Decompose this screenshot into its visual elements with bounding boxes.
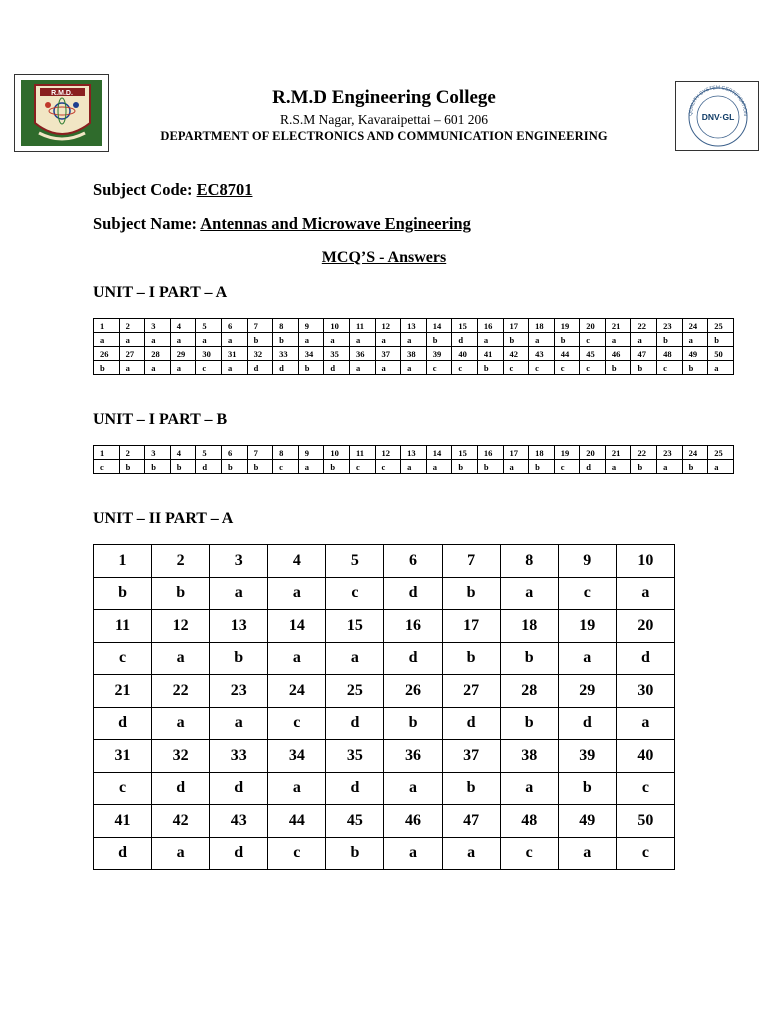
answer-cell: d [452, 333, 478, 347]
answer-cell: a [349, 361, 375, 375]
question-number-cell: 20 [616, 610, 674, 643]
subject-name-label: Subject Name: [93, 214, 198, 233]
answer-cell: a [145, 361, 171, 375]
answer-cell: b [682, 460, 708, 474]
question-number-cell: 8 [273, 319, 299, 333]
answer-cell: b [221, 460, 247, 474]
question-number-cell: 23 [657, 446, 683, 460]
question-number-cell: 21 [94, 675, 152, 708]
answer-cell: c [580, 333, 606, 347]
question-number-row [94, 446, 734, 460]
question-number-cell: 38 [500, 740, 558, 773]
question-number-cell: 27 [442, 675, 500, 708]
answer-cell: b [503, 333, 529, 347]
college-address: R.S.M Nagar, Kavaraipettai – 601 206 [280, 112, 488, 127]
answer-cell: d [580, 460, 606, 474]
question-number-cell: 2 [152, 545, 210, 578]
question-number-cell: 17 [503, 319, 529, 333]
question-number-cell: 13 [210, 610, 268, 643]
answer-cell: a [401, 460, 427, 474]
answer-cell: c [326, 577, 384, 610]
answer-cell: d [384, 577, 442, 610]
answer-cell: a [221, 333, 247, 347]
question-number-cell: 5 [326, 545, 384, 578]
question-number-cell: 43 [210, 805, 268, 838]
question-number-cell: 38 [401, 347, 427, 361]
question-number-cell: 24 [268, 675, 326, 708]
question-number-cell: 29 [558, 675, 616, 708]
question-number-cell: 3 [210, 545, 268, 578]
question-number-cell: 8 [273, 446, 299, 460]
answer-cell: a [605, 333, 631, 347]
answer-cell: a [616, 577, 674, 610]
question-number-cell: 18 [500, 610, 558, 643]
question-number-cell: 15 [452, 446, 478, 460]
question-number-cell: 28 [500, 675, 558, 708]
answer-cell: d [326, 707, 384, 740]
question-number-cell: 17 [503, 446, 529, 460]
answer-cell: a [503, 460, 529, 474]
question-number-cell: 42 [503, 347, 529, 361]
answer-cell: b [145, 460, 171, 474]
answer-cell: a [500, 772, 558, 805]
answer-cell: a [119, 333, 145, 347]
question-number-cell: 20 [580, 446, 606, 460]
answer-cell: d [442, 707, 500, 740]
question-number-cell: 40 [616, 740, 674, 773]
answer-cell: b [210, 642, 268, 675]
question-number-cell: 3 [145, 446, 171, 460]
question-number-cell: 3 [145, 319, 171, 333]
answer-cell: a [500, 577, 558, 610]
answer-cell: b [326, 837, 384, 870]
question-number-cell: 2 [119, 319, 145, 333]
answer-table-unit1-part-b [93, 445, 734, 474]
answer-cell: b [657, 333, 683, 347]
question-number-cell: 12 [375, 446, 401, 460]
question-number-cell: 12 [375, 319, 401, 333]
question-number-cell: 7 [247, 446, 273, 460]
answer-cell: d [94, 707, 152, 740]
question-number-cell: 16 [477, 319, 503, 333]
question-number-cell: 16 [384, 610, 442, 643]
answer-cell: a [401, 361, 427, 375]
answer-row [94, 333, 734, 347]
question-number-cell: 7 [442, 545, 500, 578]
question-number-cell: 22 [152, 675, 210, 708]
question-number-cell: 9 [298, 319, 324, 333]
answer-cell: a [616, 707, 674, 740]
question-number-cell: 33 [273, 347, 299, 361]
question-number-cell: 24 [682, 319, 708, 333]
question-number-cell: 7 [247, 319, 273, 333]
question-number-cell: 36 [384, 740, 442, 773]
question-number-cell: 46 [605, 347, 631, 361]
answer-cell: a [384, 837, 442, 870]
answer-cell: a [152, 707, 210, 740]
question-number-cell: 34 [268, 740, 326, 773]
answer-cell: b [708, 333, 734, 347]
question-number-cell: 45 [326, 805, 384, 838]
answer-cell: b [324, 460, 350, 474]
question-number-cell: 41 [94, 805, 152, 838]
answer-row [94, 772, 675, 805]
answer-cell: b [554, 333, 580, 347]
answer-cell: a [268, 772, 326, 805]
answer-row [94, 460, 734, 474]
question-number-cell: 15 [326, 610, 384, 643]
question-number-cell: 4 [268, 545, 326, 578]
answer-cell: a [324, 333, 350, 347]
answer-cell: a [605, 460, 631, 474]
answer-cell: a [326, 642, 384, 675]
question-number-cell: 29 [170, 347, 196, 361]
question-number-cell: 10 [324, 319, 350, 333]
answer-cell: a [152, 837, 210, 870]
answer-cell: d [273, 361, 299, 375]
question-number-cell: 21 [605, 319, 631, 333]
question-number-cell: 26 [94, 347, 120, 361]
answer-cell: d [196, 460, 222, 474]
college-logo-text: R.M.D. [51, 90, 73, 97]
question-number-cell: 4 [170, 319, 196, 333]
answer-cell: b [384, 707, 442, 740]
question-number-cell: 19 [554, 319, 580, 333]
answer-table-unit1-part-a [93, 318, 734, 375]
question-number-cell: 22 [631, 319, 657, 333]
answer-cell: a [708, 460, 734, 474]
answer-cell: c [94, 772, 152, 805]
question-number-cell: 21 [605, 446, 631, 460]
answer-row [94, 361, 734, 375]
question-number-cell: 34 [298, 347, 324, 361]
subject-code [93, 180, 253, 200]
question-number-cell: 46 [384, 805, 442, 838]
answer-cell: b [273, 333, 299, 347]
question-number-cell: 37 [375, 347, 401, 361]
question-number-cell: 32 [247, 347, 273, 361]
answer-cell: a [221, 361, 247, 375]
question-number-cell: 13 [401, 319, 427, 333]
question-number-cell: 14 [426, 319, 452, 333]
question-number-cell: 16 [477, 446, 503, 460]
question-number-cell: 37 [442, 740, 500, 773]
question-number-cell: 39 [426, 347, 452, 361]
answer-cell: a [401, 333, 427, 347]
question-number-cell: 19 [558, 610, 616, 643]
answer-cell: b [631, 460, 657, 474]
subject-name-value: Antennas and Microwave Engineering [200, 214, 471, 233]
question-number-cell: 1 [94, 319, 120, 333]
section-heading-unit1-part-a: UNIT – I PART – A [93, 284, 228, 301]
question-number-row [94, 610, 675, 643]
answer-cell: b [442, 772, 500, 805]
question-number-cell: 50 [616, 805, 674, 838]
answer-cell: a [170, 361, 196, 375]
answer-cell: c [268, 837, 326, 870]
question-number-cell: 36 [349, 347, 375, 361]
answer-cell: c [196, 361, 222, 375]
answer-cell: c [616, 837, 674, 870]
question-number-cell: 5 [196, 319, 222, 333]
question-number-cell: 11 [94, 610, 152, 643]
answer-cell: a [384, 772, 442, 805]
answer-cell: a [298, 333, 324, 347]
question-number-cell: 32 [152, 740, 210, 773]
question-number-cell: 18 [529, 319, 555, 333]
question-number-cell: 23 [210, 675, 268, 708]
question-number-cell: 35 [326, 740, 384, 773]
question-number-cell: 8 [500, 545, 558, 578]
answer-cell: b [477, 361, 503, 375]
question-number-cell: 12 [152, 610, 210, 643]
question-number-cell: 50 [708, 347, 734, 361]
question-number-cell: 10 [616, 545, 674, 578]
question-number-cell: 31 [94, 740, 152, 773]
subject-name [93, 214, 471, 234]
answer-cell: b [605, 361, 631, 375]
question-number-cell: 27 [119, 347, 145, 361]
answer-cell: d [616, 642, 674, 675]
question-number-cell: 19 [554, 446, 580, 460]
question-number-cell: 42 [152, 805, 210, 838]
answer-cell: c [452, 361, 478, 375]
answer-cell: c [268, 707, 326, 740]
answer-cell: c [558, 577, 616, 610]
answer-cell: c [426, 361, 452, 375]
answer-cell: b [500, 642, 558, 675]
answer-cell: c [273, 460, 299, 474]
answer-cell: a [170, 333, 196, 347]
answer-row [94, 707, 675, 740]
answer-cell: a [268, 577, 326, 610]
question-number-cell: 47 [442, 805, 500, 838]
question-number-cell: 25 [708, 446, 734, 460]
answer-cell: a [349, 333, 375, 347]
question-number-cell: 13 [401, 446, 427, 460]
question-number-cell: 14 [426, 446, 452, 460]
question-number-cell: 30 [196, 347, 222, 361]
question-number-cell: 40 [452, 347, 478, 361]
answer-cell: b [477, 460, 503, 474]
answer-cell: a [145, 333, 171, 347]
answer-cell: a [682, 333, 708, 347]
question-number-cell: 18 [529, 446, 555, 460]
question-number-cell: 9 [558, 545, 616, 578]
question-number-cell: 10 [324, 446, 350, 460]
question-number-cell: 45 [580, 347, 606, 361]
answer-cell: c [554, 460, 580, 474]
question-number-cell: 49 [558, 805, 616, 838]
answer-cell: a [210, 707, 268, 740]
question-number-cell: 30 [616, 675, 674, 708]
answer-cell: c [554, 361, 580, 375]
answer-cell: b [529, 460, 555, 474]
question-number-cell: 44 [554, 347, 580, 361]
question-number-cell: 24 [682, 446, 708, 460]
question-number-cell: 41 [477, 347, 503, 361]
seal-text: DNV·GL [701, 112, 735, 122]
answer-cell: a [558, 837, 616, 870]
question-number-cell: 2 [119, 446, 145, 460]
question-number-cell: 11 [349, 319, 375, 333]
answer-cell: a [119, 361, 145, 375]
question-number-cell: 1 [94, 446, 120, 460]
answer-cell: c [375, 460, 401, 474]
department-name: DEPARTMENT OF ELECTRONICS AND COMMUNICATION ENGINEERING [160, 129, 608, 143]
answer-cell: b [170, 460, 196, 474]
question-number-cell: 22 [631, 446, 657, 460]
question-number-cell: 1 [94, 545, 152, 578]
answer-cell: b [442, 642, 500, 675]
answer-cell: b [558, 772, 616, 805]
answer-cell: a [298, 460, 324, 474]
answer-cell: b [94, 577, 152, 610]
answer-cell: b [682, 361, 708, 375]
subject-code-value: EC8701 [196, 180, 253, 199]
answer-cell: b [631, 361, 657, 375]
answer-cell: b [298, 361, 324, 375]
answer-cell: b [500, 707, 558, 740]
answer-cell: b [119, 460, 145, 474]
answer-row [94, 642, 675, 675]
mcq-answers-heading: MCQ’S - Answers [321, 249, 447, 266]
answer-cell: a [426, 460, 452, 474]
answer-cell: a [375, 361, 401, 375]
subject-code-label: Subject Code: [93, 180, 193, 199]
question-number-cell: 23 [657, 319, 683, 333]
section-heading-unit1-part-b: UNIT – I PART – B [93, 411, 228, 428]
question-number-cell: 25 [326, 675, 384, 708]
answer-cell: a [152, 642, 210, 675]
question-number-cell: 49 [682, 347, 708, 361]
question-number-cell: 6 [221, 319, 247, 333]
answer-cell: d [94, 837, 152, 870]
question-number-cell: 4 [170, 446, 196, 460]
section-heading-unit2-part-a: UNIT – II PART – A [93, 510, 234, 527]
answer-cell: c [616, 772, 674, 805]
answer-cell: c [580, 361, 606, 375]
question-number-row [94, 805, 675, 838]
question-number-cell: 33 [210, 740, 268, 773]
question-number-row [94, 675, 675, 708]
question-number-cell: 28 [145, 347, 171, 361]
question-number-cell: 25 [708, 319, 734, 333]
question-number-row [94, 319, 734, 333]
answer-cell: a [477, 333, 503, 347]
question-number-cell: 48 [657, 347, 683, 361]
question-number-cell: 17 [442, 610, 500, 643]
question-number-row [94, 545, 675, 578]
answer-cell: d [558, 707, 616, 740]
answer-cell: d [247, 361, 273, 375]
question-number-cell: 9 [298, 446, 324, 460]
question-number-cell: 6 [384, 545, 442, 578]
answer-cell: d [326, 772, 384, 805]
question-number-row [94, 347, 734, 361]
answer-cell: a [631, 333, 657, 347]
answer-cell: c [349, 460, 375, 474]
question-number-cell: 31 [221, 347, 247, 361]
question-number-cell: 48 [500, 805, 558, 838]
answer-cell: a [708, 361, 734, 375]
question-number-cell: 39 [558, 740, 616, 773]
answer-cell: a [442, 837, 500, 870]
answer-cell: b [94, 361, 120, 375]
answer-cell: b [247, 460, 273, 474]
question-number-cell: 20 [580, 319, 606, 333]
answer-table-unit2-part-a [93, 544, 675, 870]
question-number-cell: 11 [349, 446, 375, 460]
question-number-cell: 14 [268, 610, 326, 643]
answer-cell: b [247, 333, 273, 347]
question-number-cell: 6 [221, 446, 247, 460]
question-number-cell: 47 [631, 347, 657, 361]
answer-cell: d [324, 361, 350, 375]
question-number-cell: 15 [452, 319, 478, 333]
answer-row [94, 577, 675, 610]
answer-cell: a [94, 333, 120, 347]
answer-cell: c [500, 837, 558, 870]
answer-cell: a [268, 642, 326, 675]
question-number-cell: 43 [529, 347, 555, 361]
answer-cell: b [152, 577, 210, 610]
answer-cell: d [152, 772, 210, 805]
answer-cell: a [375, 333, 401, 347]
question-number-row [94, 740, 675, 773]
answer-cell: c [503, 361, 529, 375]
answer-cell: d [210, 837, 268, 870]
answer-cell: b [452, 460, 478, 474]
answer-cell: d [210, 772, 268, 805]
question-number-cell: 44 [268, 805, 326, 838]
answer-cell: d [384, 642, 442, 675]
seal-ring-text: QUALITY SYSTEM CERTIFICATION [687, 84, 749, 116]
answer-cell: c [94, 642, 152, 675]
answer-row [94, 837, 675, 870]
answer-cell: c [529, 361, 555, 375]
answer-cell: b [442, 577, 500, 610]
college-name: R.M.D Engineering College [272, 87, 496, 108]
question-number-cell: 35 [324, 347, 350, 361]
answer-cell: c [94, 460, 120, 474]
question-number-cell: 5 [196, 446, 222, 460]
answer-cell: a [196, 333, 222, 347]
answer-cell: a [529, 333, 555, 347]
answer-cell: a [210, 577, 268, 610]
question-number-cell: 26 [384, 675, 442, 708]
answer-cell: c [657, 361, 683, 375]
answer-cell: a [558, 642, 616, 675]
answer-cell: b [426, 333, 452, 347]
answer-cell: a [657, 460, 683, 474]
